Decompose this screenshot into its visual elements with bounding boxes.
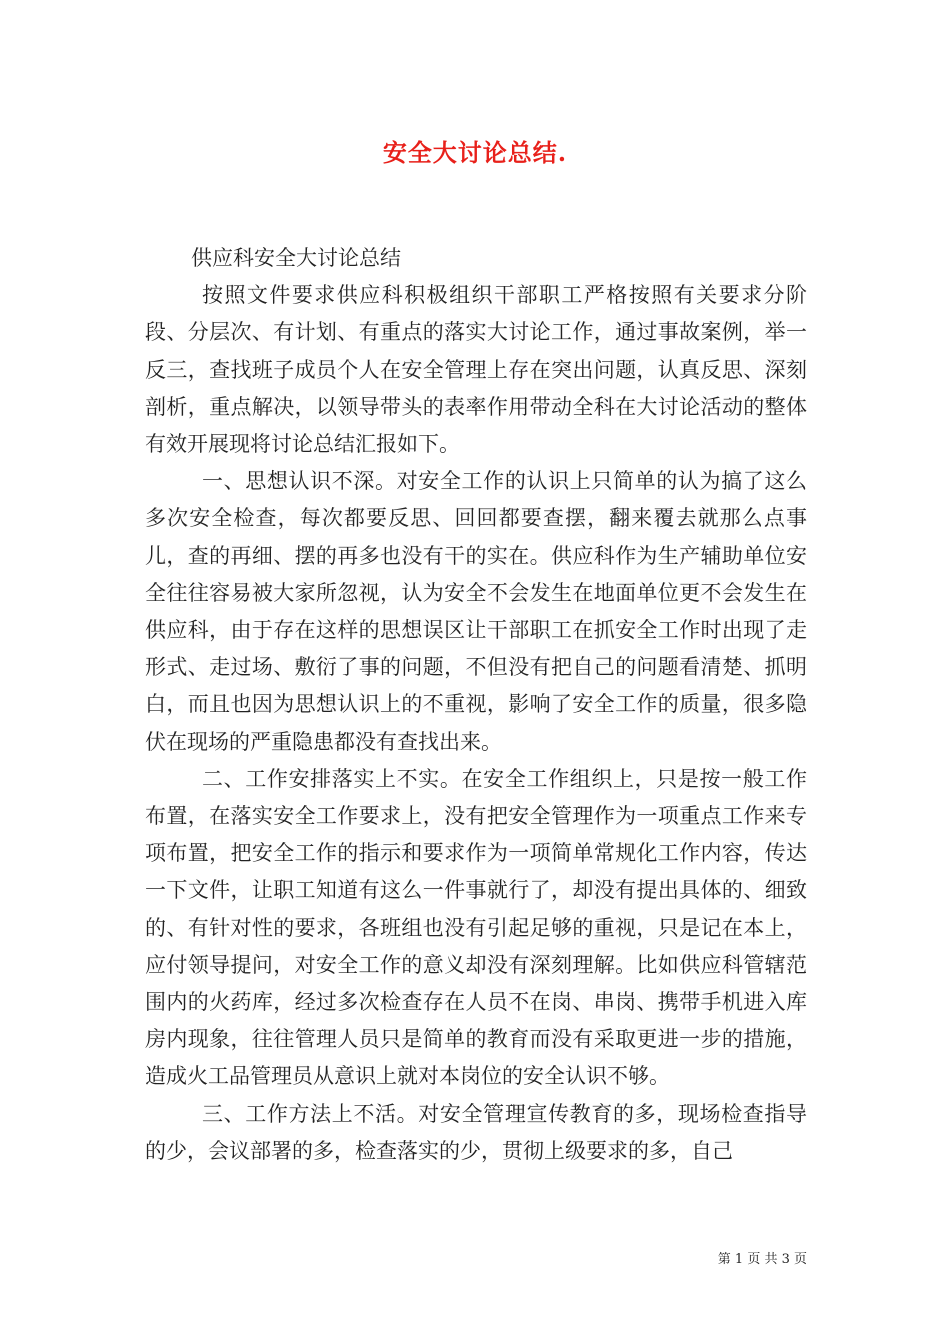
paragraph-section-2: 二、工作安排落实上不实。在安全工作组织上，只是按一般工作布置，在落实安全工作要求上，没有把安全管理作为一项重点工作来专项布置，把安全工作的指示和要求作为一项简单常规化工作内容，传达一下文件，让职工知道有这么一件事就行了，却没有提出具体的、细致的、有针对性的要求，各班组也没有引起足够的重视，只是记在本上，应付领导提问，对安全工作的意义却没有深刻理解。比如供应科管辖范围内的火药库，经过多次检查存在人员不在岗、串岗、携带手机进入库房内现象，往往管理人员只是简单的教育而没有采取更进一步的措施，造成火工品管理员从意识上就对本岗位的安全认识不够。 (145, 766, 807, 1089)
document-body (145, 240, 807, 1170)
paragraph-intro: 按照文件要求供应科积极组织干部职工严格按照有关要求分阶段、分层次、有计划、有重点的落实大讨论工作，通过事故案例，举一反三，查找班子成员个人在安全管理上存在突出问题，认真反思、深刻剖析，重点解决，以领导带头的表率作用带动全科在大讨论活动的整体有效开展现将讨论总结汇报如下。 (145, 283, 807, 457)
page-number-footer: 第 1 页 共 3 页 (717, 1252, 807, 1267)
paragraph-section-1: 一、思想认识不深。对安全工作的认识上只简单的认为搞了这么多次安全检查，每次都要反思、回回都要查摆，翻来覆去就那么点事儿，查的再细、摆的再多也没有干的实在。供应科作为生产辅助单位安全往往容易被大家所忽视，认为安全不会发生在地面单位更不会发生在供应科，由于存在这样的思想误区让干部职工在抓安全工作时出现了走形式、走过场、敷衍了事的问题，不但没有把自己的问题看清楚、抓明白，而且也因为思想认识上的不重视，影响了安全工作的质量，很多隐伏在现场的严重隐患都没有查找出来。 (145, 469, 807, 754)
page-title: 安全大讨论总结. (382, 138, 568, 167)
paragraph-section-3: 三、工作方法上不活。对安全管理宣传教育的多，现场检查指导的少，会议部署的多，检查落实的少，贯彻上级要求的多，自己 (145, 1101, 807, 1163)
document-subtitle: 供应科安全大讨论总结 (191, 246, 401, 270)
